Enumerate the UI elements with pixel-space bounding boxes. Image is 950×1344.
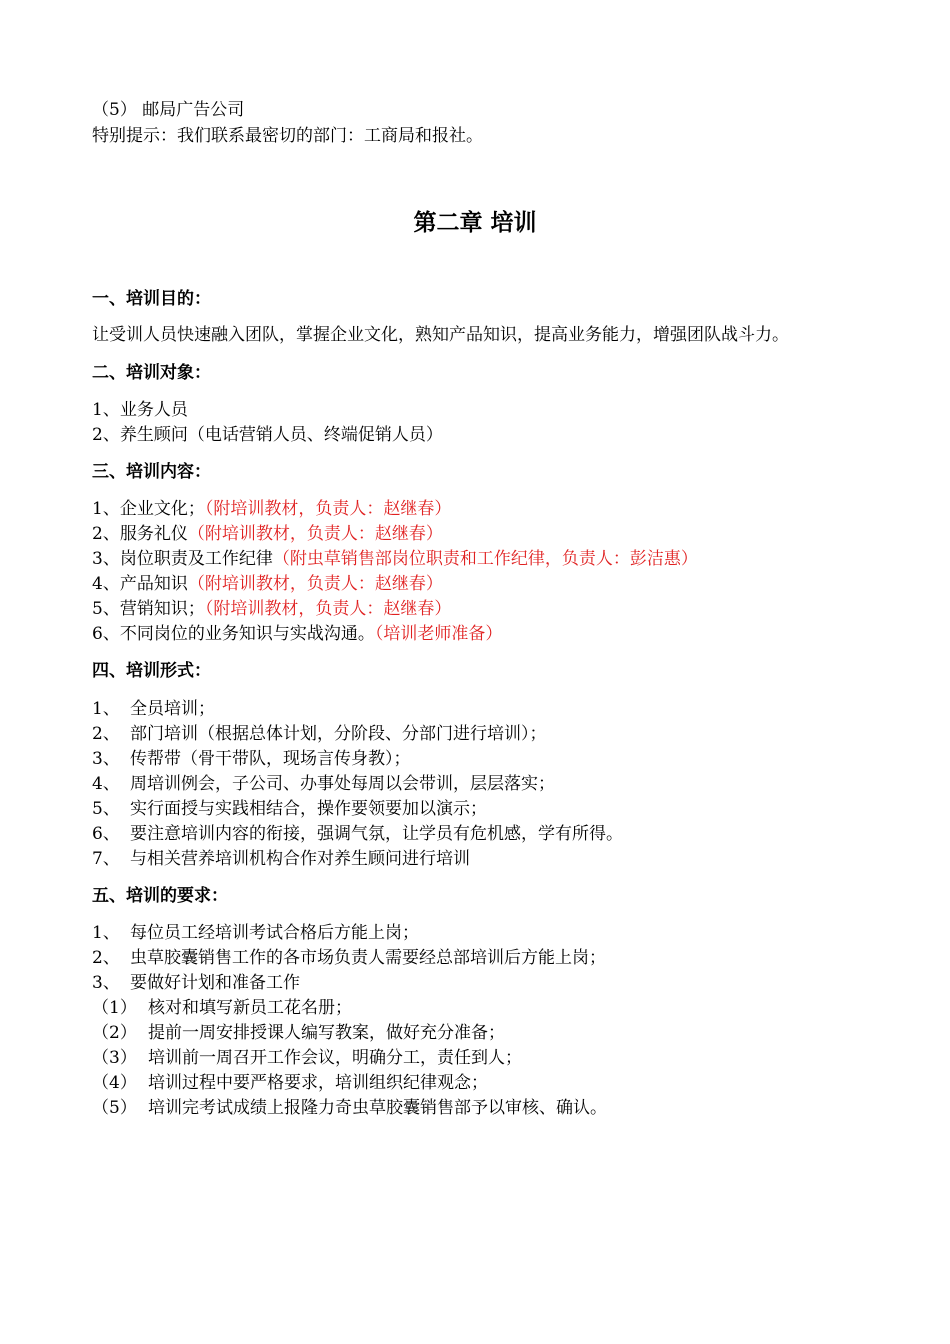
requirement-subitem: [92, 1022, 505, 1044]
content-item-note: （附培训教材，负责人：赵继春）: [204, 599, 452, 619]
section-heading-purpose: 一、培训目的：: [92, 289, 211, 309]
requirement-subitem-number: （2）: [92, 1023, 137, 1043]
requirement-subitem: [92, 997, 352, 1019]
requirement-item-number: 3、: [92, 973, 120, 993]
requirement-subitem-number: （3）: [92, 1048, 137, 1068]
requirement-subitem-text: 培训完考试成绩上报隆力奇虫草胶囊销售部予以审核、确认。: [148, 1098, 607, 1118]
content-item-note: （附培训教材，负责人：赵继春）: [204, 499, 452, 519]
requirement-subitem-number: （5）: [92, 1098, 137, 1118]
format-item-number: 3、: [92, 749, 120, 769]
special-note: 特别提示：我们联系最密切的部门：工商局和报社。: [92, 126, 483, 146]
format-item: [92, 773, 555, 795]
format-item-number: 7、: [92, 849, 120, 869]
requirement-item-text: 虫草胶囊销售工作的各市场负责人需要经总部培训后方能上岗；: [130, 948, 606, 968]
format-item: [92, 698, 215, 720]
purpose-text: 让受训人员快速融入团队，掌握企业文化，熟知产品知识，提高业务能力，增强团队战斗力。: [92, 325, 789, 345]
content-item-note: （附培训教材，负责人：赵继春）: [187, 524, 443, 544]
content-item: [92, 523, 443, 545]
format-item-number: 6、: [92, 824, 120, 844]
requirement-subitem: [92, 1072, 488, 1094]
format-item-text: 部门培训（根据总体计划，分阶段、分部门进行培训）；: [130, 724, 547, 744]
content-item: [92, 548, 698, 570]
content-item-note: （附培训教材，负责人：赵继春）: [187, 574, 443, 594]
section-heading-format: 四、培训形式：: [92, 661, 211, 681]
audience-item: 1、业务人员: [92, 400, 188, 420]
format-item: [92, 748, 411, 770]
format-item-number: 2、: [92, 724, 120, 744]
content-item: [92, 498, 451, 520]
requirement-subitem-text: 培训过程中要严格要求，培训组织纪律观念；: [148, 1073, 488, 1093]
requirement-item: [92, 972, 300, 994]
section-heading-requirements: 五、培训的要求：: [92, 886, 228, 906]
content-item-text: 5、营销知识；: [92, 599, 205, 619]
contact-item-5: （5） 邮局广告公司: [92, 100, 245, 120]
content-item: [92, 623, 502, 645]
requirement-item-text: 每位员工经培训考试合格后方能上岗；: [130, 923, 419, 943]
format-item-text: 周培训例会，子公司、办事处每周以会带训，层层落实；: [130, 774, 555, 794]
format-item-number: 1、: [92, 699, 120, 719]
format-item: [92, 723, 547, 745]
format-item: [92, 798, 487, 820]
section-heading-content: 三、培训内容：: [92, 462, 211, 482]
requirement-subitem: [92, 1097, 607, 1119]
content-item-text: 4、产品知识: [92, 574, 188, 594]
content-item-text: 2、服务礼仪: [92, 524, 188, 544]
requirement-item: [92, 947, 606, 969]
content-item-note: （附虫草销售部岗位职责和工作纪律，负责人：彭洁惠）: [272, 549, 698, 569]
content-item: [92, 598, 451, 620]
content-item: [92, 573, 443, 595]
requirement-subitem-text: 核对和填写新员工花名册；: [148, 998, 352, 1018]
requirement-subitem: [92, 1047, 522, 1069]
format-item: [92, 823, 623, 845]
format-item-text: 全员培训；: [130, 699, 215, 719]
format-item-text: 要注意培训内容的衔接，强调气氛，让学员有危机感，学有所得。: [130, 824, 623, 844]
format-item-number: 4、: [92, 774, 120, 794]
requirement-item-number: 1、: [92, 923, 120, 943]
requirement-subitem-text: 提前一周安排授课人编写教案，做好充分准备；: [148, 1023, 505, 1043]
requirement-subitem-number: （4）: [92, 1073, 137, 1093]
section-heading-audience: 二、培训对象：: [92, 363, 211, 383]
content-item-text: 3、岗位职责及工作纪律: [92, 549, 273, 569]
requirement-subitem-number: （1）: [92, 998, 137, 1018]
requirement-item-number: 2、: [92, 948, 120, 968]
audience-item: 2、养生顾问（电话营销人员、终端促销人员）: [92, 425, 443, 445]
requirement-subitem-text: 培训前一周召开工作会议，明确分工，责任到人；: [148, 1048, 522, 1068]
requirement-item-text: 要做好计划和准备工作: [130, 973, 300, 993]
format-item-text: 传帮带（骨干带队，现场言传身教）；: [130, 749, 411, 769]
content-item-note: （培训老师准备）: [374, 624, 503, 644]
requirement-item: [92, 922, 419, 944]
format-item-text: 与相关营养培训机构合作对养生顾问进行培训: [130, 849, 470, 869]
content-item-text: 6、不同岗位的业务知识与实战沟通。: [92, 624, 375, 644]
format-item: [92, 848, 470, 870]
content-item-text: 1、企业文化；: [92, 499, 205, 519]
format-item-number: 5、: [92, 799, 120, 819]
chapter-title: 第二章 培训: [413, 210, 537, 236]
format-item-text: 实行面授与实践相结合，操作要领要加以演示；: [130, 799, 487, 819]
